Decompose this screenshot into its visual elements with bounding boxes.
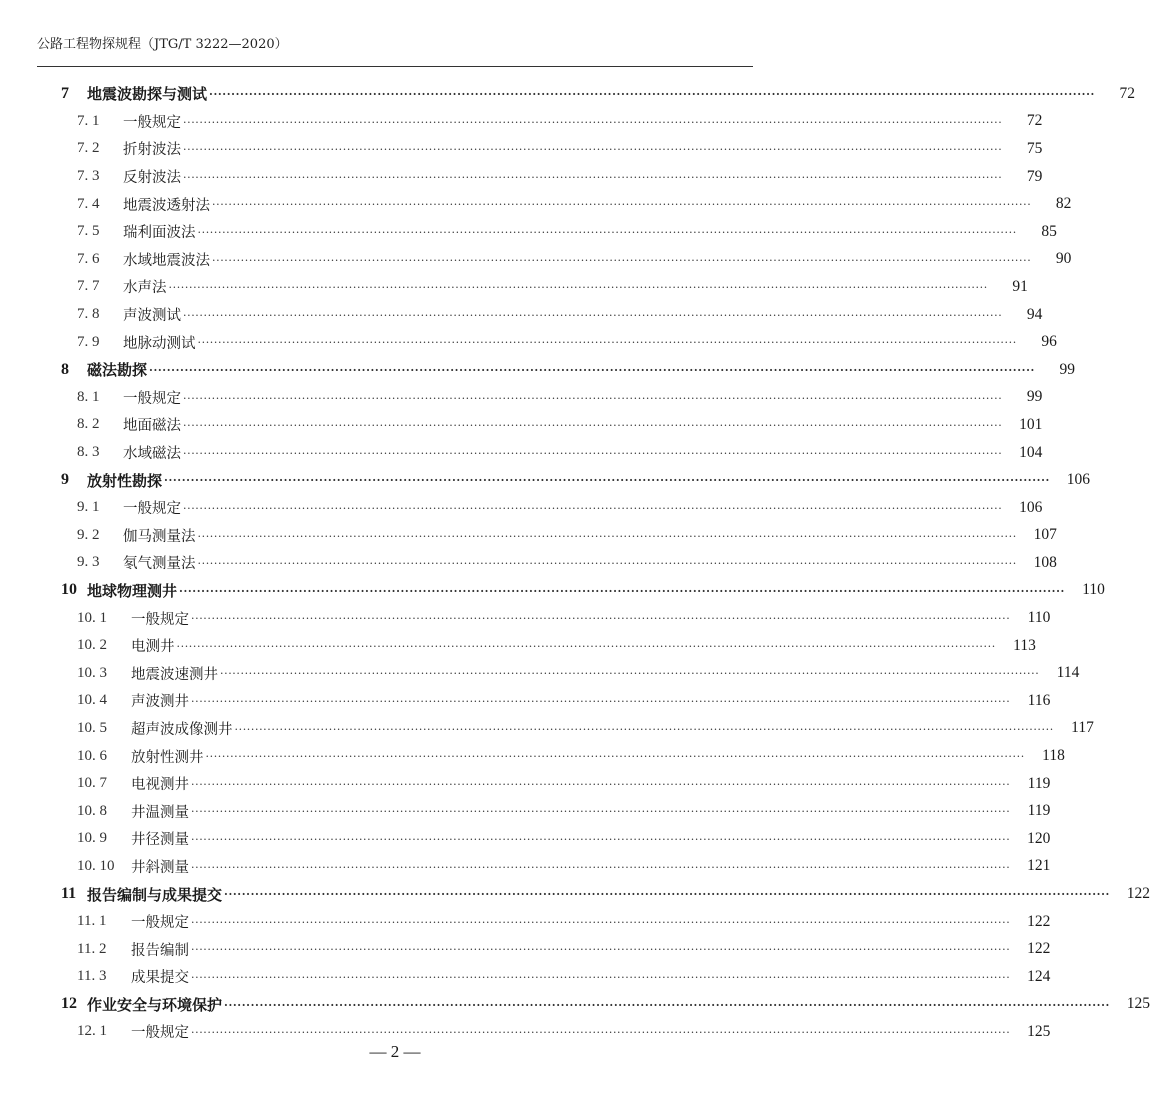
toc-entry-page: 107	[1033, 526, 1057, 544]
toc-entry-title: 地震波透射法	[123, 197, 210, 214]
dot-leader: ········································································································································································································	[191, 943, 1011, 957]
toc-chapter-entry[interactable]	[0, 880, 1150, 908]
toc-section-entry[interactable]	[0, 108, 1043, 136]
dot-leader: ········································································································································································································	[197, 529, 1017, 543]
toc-entry-number: 11. 2	[77, 940, 107, 957]
toc-entry-number: 9. 3	[77, 554, 100, 571]
toc-entry-title: 放射性勘探	[87, 471, 163, 490]
dot-leader: ········································································································································································································	[183, 419, 1003, 433]
toc-section-entry[interactable]	[0, 549, 1057, 577]
dot-leader: ········································································································································································································	[183, 308, 1003, 322]
dot-leader: ········································································································································································································	[183, 143, 1003, 157]
dot-leader: ········································································································································································································	[224, 888, 1110, 902]
toc-entry-page: 120	[1027, 829, 1051, 847]
toc-entry-number: 10. 3	[77, 664, 107, 681]
toc-entry-page: 90	[1055, 250, 1072, 268]
dot-leader: ········································································································································································································	[197, 336, 1017, 350]
toc-entry-page: 91	[1012, 277, 1028, 295]
toc-entry-title: 报告编制与成果提交	[87, 885, 223, 904]
dot-leader: ········································································································································································································	[191, 833, 1011, 847]
toc-entry-number: 12. 1	[77, 1023, 107, 1040]
dot-leader: ········································································································································································································	[197, 225, 1017, 239]
toc-entry-title: 作业安全与环境保护	[87, 995, 223, 1014]
toc-entry-page: 125	[1126, 995, 1150, 1013]
dot-leader: ········································································································································································································	[176, 639, 996, 653]
dot-leader: ········································································································································································································	[191, 777, 1011, 791]
dot-leader: ········································································································································································································	[164, 474, 1050, 488]
toc-entry-title: 电测井	[131, 639, 175, 656]
toc-section-entry[interactable]	[0, 384, 1043, 412]
toc-entry-title: 一般规定	[123, 390, 181, 407]
toc-entry-page: 125	[1027, 1022, 1051, 1040]
dot-leader: ········································································································································································································	[191, 1026, 1011, 1040]
toc-section-entry[interactable]	[0, 301, 1043, 329]
dot-leader: ········································································································································································································	[191, 971, 1011, 984]
toc-entry-title: 一般规定	[123, 501, 181, 518]
toc-entry-title: 折射波法	[123, 142, 181, 159]
toc-entry-page: 110	[1027, 609, 1051, 627]
toc-section-entry[interactable]	[0, 273, 1028, 301]
toc-entry-page: 94	[1026, 305, 1043, 323]
toc-entry-title: 放射性测井	[131, 749, 204, 766]
toc-entry-number: 8. 2	[77, 416, 100, 433]
dot-leader: ········································································································································································································	[191, 860, 1011, 874]
toc-section-entry[interactable]	[0, 770, 1051, 798]
dot-leader: ········································································································································································································	[191, 805, 1011, 819]
dot-leader: ········································································································································································································	[212, 198, 1032, 212]
toc-entry-title: 电视测井	[131, 777, 189, 794]
toc-entry-number: 9	[61, 471, 69, 489]
toc-entry-number: 11	[61, 885, 77, 903]
dot-leader: ········································································································································································································	[220, 667, 1040, 681]
toc-entry-title: 地球物理测井	[87, 581, 178, 600]
toc-entry-page: 122	[1126, 885, 1150, 903]
toc-section-entry[interactable]	[0, 797, 1051, 825]
toc-entry-page: 72	[1026, 112, 1043, 130]
toc-entry-title: 超声波成像测井	[131, 721, 233, 738]
toc-entry-page: 114	[1056, 664, 1080, 682]
toc-entry-title: 一般规定	[131, 611, 189, 628]
toc-section-entry[interactable]	[0, 135, 1043, 163]
toc-entry-number: 10. 1	[77, 609, 107, 626]
toc-entry-title: 水声法	[123, 280, 167, 297]
toc-entry-page: 117	[1071, 719, 1094, 737]
toc-entry-number: 12	[61, 995, 77, 1013]
toc-entry-number: 10. 10	[77, 857, 115, 874]
toc-entry-title: 地震波勘探与测试	[87, 85, 208, 104]
toc-entry-number: 8. 3	[77, 444, 100, 461]
table-of-contents	[0, 80, 1150, 1046]
dot-leader: ········································································································································································································	[205, 750, 1025, 764]
toc-entry-number: 7. 8	[77, 306, 100, 323]
toc-entry-page: 101	[1019, 415, 1043, 433]
toc-section-entry[interactable]	[0, 522, 1057, 550]
toc-entry-number: 7. 7	[77, 278, 100, 295]
toc-section-entry[interactable]	[0, 328, 1057, 356]
toc-entry-number: 10. 4	[77, 692, 107, 709]
dot-leader: ········································································································································································································	[149, 363, 1035, 377]
toc-entry-number: 10. 9	[77, 830, 107, 847]
toc-entry-number: 7. 9	[77, 333, 100, 350]
dot-leader: ········································································································································································································	[183, 446, 1003, 460]
toc-entry-number: 8. 1	[77, 388, 100, 405]
toc-section-entry[interactable]	[0, 246, 1072, 274]
toc-entry-number: 7. 1	[77, 112, 100, 129]
toc-entry-number: 7. 5	[77, 223, 100, 240]
toc-section-entry[interactable]	[0, 687, 1051, 715]
toc-chapter-entry[interactable]	[0, 80, 1135, 108]
dot-leader: ········································································································································································································	[183, 115, 1003, 129]
dot-leader: ········································································································································································································	[209, 88, 1095, 101]
toc-entry-page: 122	[1027, 912, 1051, 930]
toc-chapter-entry[interactable]	[0, 356, 1075, 384]
toc-entry-page: 79	[1026, 167, 1043, 185]
toc-section-entry[interactable]	[0, 163, 1043, 191]
toc-entry-number: 10. 5	[77, 719, 107, 736]
toc-section-entry[interactable]	[0, 742, 1065, 770]
toc-entry-page: 106	[1066, 471, 1090, 489]
header-rule	[37, 66, 753, 67]
toc-section-entry[interactable]	[0, 604, 1051, 632]
toc-section-entry[interactable]	[0, 825, 1051, 853]
toc-entry-title: 一般规定	[131, 915, 189, 932]
toc-entry-page: 106	[1019, 498, 1043, 516]
dot-leader: ········································································································································································································	[179, 584, 1065, 598]
toc-entry-page: 118	[1042, 747, 1065, 765]
toc-section-entry[interactable]	[0, 218, 1057, 246]
toc-entry-title: 成果提交	[131, 970, 189, 987]
toc-entry-page: 116	[1027, 691, 1051, 709]
dot-leader: ········································································································································································································	[197, 557, 1017, 571]
toc-entry-page: 119	[1027, 774, 1051, 792]
toc-section-entry[interactable]	[0, 190, 1072, 218]
toc-entry-title: 井温测量	[131, 804, 189, 821]
toc-entry-title: 地震波速测井	[131, 666, 218, 683]
toc-entry-title: 井径测量	[131, 832, 189, 849]
toc-entry-number: 7. 6	[77, 250, 100, 267]
page-number: — 2 —	[369, 1042, 421, 1061]
toc-chapter-entry[interactable]	[0, 577, 1105, 605]
toc-entry-number: 9. 2	[77, 526, 100, 543]
toc-entry-title: 水域地震波法	[123, 252, 210, 269]
toc-section-entry[interactable]	[0, 494, 1043, 522]
toc-entry-number: 10. 2	[77, 637, 107, 654]
toc-entry-page: 82	[1055, 195, 1072, 213]
toc-entry-number: 11. 3	[77, 968, 107, 985]
toc-entry-title: 瑞利面波法	[123, 225, 196, 242]
toc-section-entry[interactable]	[0, 439, 1043, 467]
dot-leader: ········································································································································································································	[191, 612, 1011, 626]
toc-entry-page: 75	[1026, 139, 1043, 157]
toc-entry-number: 7. 2	[77, 140, 100, 157]
toc-section-entry[interactable]	[0, 963, 1051, 991]
toc-entry-title: 井斜测量	[131, 859, 189, 876]
toc-entry-number: 7	[61, 84, 69, 102]
toc-chapter-entry[interactable]	[0, 466, 1090, 494]
toc-entry-page: 121	[1027, 857, 1051, 875]
dot-leader: ········································································································································································································	[191, 695, 1011, 709]
toc-entry-title: 报告编制	[131, 942, 189, 959]
dot-leader: ········································································································································································································	[234, 722, 1054, 736]
toc-entry-number: 8	[61, 360, 69, 378]
toc-entry-title: 水域磁法	[123, 446, 181, 463]
toc-section-entry[interactable]	[0, 659, 1080, 687]
toc-entry-page: 99	[1026, 388, 1043, 406]
toc-entry-number: 10	[61, 581, 77, 599]
running-header: 公路工程物探规程（JTG/T 3222—2020）	[37, 37, 288, 52]
toc-entry-number: 10. 7	[77, 775, 107, 792]
toc-entry-number: 7. 4	[77, 195, 100, 212]
toc-section-entry[interactable]	[0, 632, 1036, 660]
toc-entry-page: 119	[1027, 802, 1051, 820]
toc-entry-page: 113	[1013, 636, 1036, 654]
dot-leader: ········································································································································································································	[183, 501, 1003, 515]
toc-entry-title: 氡气测量法	[123, 556, 196, 573]
dot-leader: ········································································································································································································	[168, 281, 988, 295]
toc-entry-title: 地脉动测试	[123, 335, 196, 352]
toc-entry-page: 96	[1041, 333, 1057, 351]
dot-leader: ········································································································································································································	[224, 998, 1110, 1012]
toc-entry-number: 7. 3	[77, 168, 100, 185]
toc-chapter-entry[interactable]	[0, 991, 1150, 1019]
toc-section-entry[interactable]	[0, 715, 1094, 743]
toc-section-entry[interactable]	[0, 411, 1043, 439]
toc-entry-number: 10. 8	[77, 802, 107, 819]
toc-entry-number: 9. 1	[77, 499, 100, 516]
dot-leader: ········································································································································································································	[212, 253, 1032, 267]
toc-section-entry[interactable]	[0, 908, 1051, 936]
toc-entry-page: 99	[1059, 360, 1075, 378]
toc-entry-page: 124	[1027, 967, 1051, 985]
toc-entry-page: 108	[1033, 553, 1057, 571]
dot-leader: ········································································································································································································	[183, 170, 1003, 184]
toc-entry-title: 一般规定	[123, 114, 181, 131]
toc-entry-number: 10. 6	[77, 747, 107, 764]
toc-entry-title: 一般规定	[131, 1025, 189, 1042]
toc-entry-page: 72	[1119, 84, 1135, 102]
toc-entry-title: 声波测试	[123, 308, 181, 325]
toc-entry-title: 声波测井	[131, 694, 189, 711]
toc-entry-page: 122	[1027, 940, 1051, 958]
toc-entry-page: 104	[1019, 443, 1043, 461]
toc-entry-number: 11. 1	[77, 913, 107, 930]
toc-entry-title: 磁法勘探	[87, 361, 148, 380]
toc-entry-page: 110	[1082, 581, 1105, 599]
toc-entry-title: 反射波法	[123, 170, 181, 187]
toc-section-entry[interactable]	[0, 853, 1051, 881]
toc-entry-page: 85	[1041, 222, 1057, 240]
toc-entry-title: 伽马测量法	[123, 528, 196, 545]
dot-leader: ········································································································································································································	[183, 391, 1003, 405]
toc-section-entry[interactable]	[0, 935, 1051, 963]
dot-leader: ········································································································································································································	[191, 915, 1011, 929]
toc-entry-title: 地面磁法	[123, 418, 181, 435]
